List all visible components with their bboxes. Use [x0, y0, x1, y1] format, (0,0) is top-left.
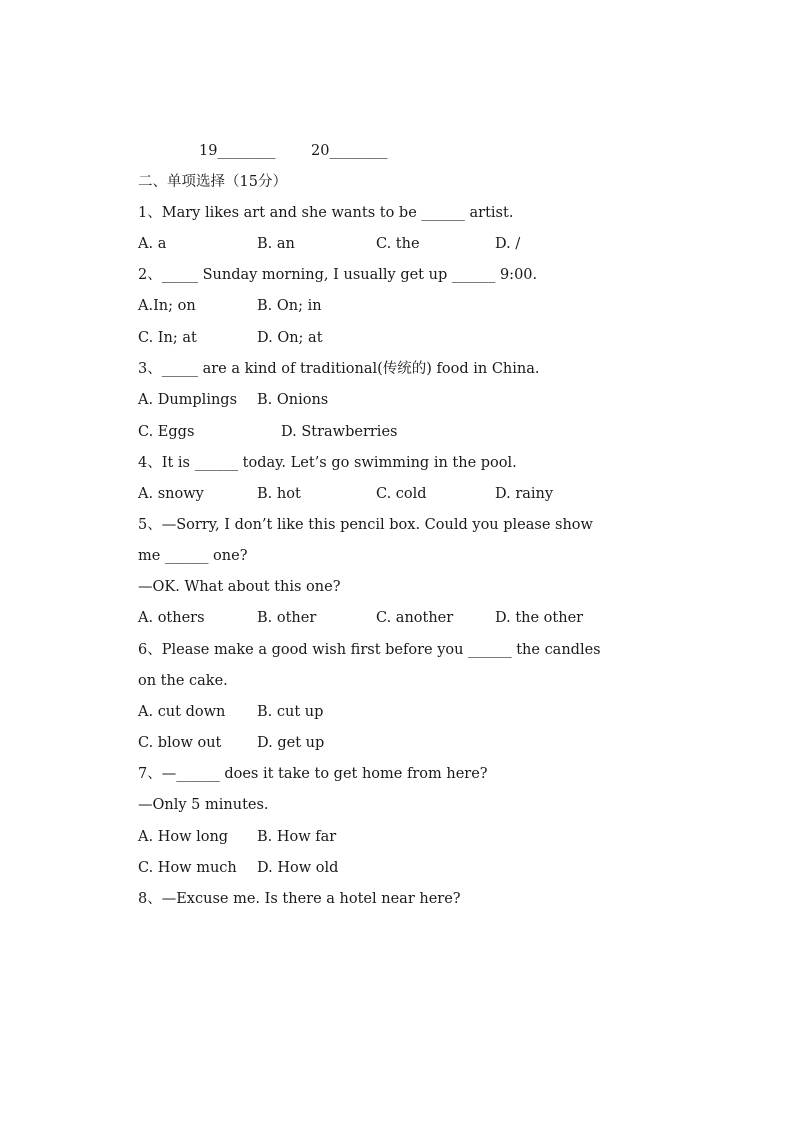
question-5-stem-cont: me ______ one?	[138, 548, 248, 564]
answer-blank-20: 20________	[311, 143, 388, 159]
question-2-stem: 2、_____ Sunday morning, I usually get up ______ 9:00.	[138, 267, 538, 283]
answer-blank-19: 19________	[199, 143, 276, 159]
q7-option-a: A. How long	[138, 829, 229, 845]
q5-option-c: C. another	[376, 610, 454, 626]
question-1-stem: 1、Mary likes art and she wants to be ______ artist.	[138, 205, 514, 221]
question-5-reply: —OK. What about this one?	[138, 579, 341, 595]
question-7-reply: —Only 5 minutes.	[138, 797, 269, 813]
q5-option-a: A. others	[138, 610, 205, 626]
question-3-stem: 3、_____ are a kind of traditional(传统的) food in China.	[138, 361, 540, 377]
q3-option-a: A. Dumplings	[138, 392, 238, 408]
q3-option-c: C. Eggs	[138, 424, 195, 440]
q4-option-d: D. rainy	[495, 486, 554, 502]
q7-option-c: C. How much	[138, 860, 237, 876]
q1-option-c: C. the	[376, 236, 420, 252]
q6-option-d: D. get up	[257, 735, 325, 751]
q2-option-c: C. In; at	[138, 330, 197, 346]
q1-option-a: A. a	[138, 236, 167, 252]
question-6-stem-cont: on the cake.	[138, 673, 228, 689]
q7-option-d: D. How old	[257, 860, 339, 876]
q3-option-d: D. Strawberries	[281, 424, 398, 440]
q2-option-b: B. On; in	[257, 298, 322, 314]
q1-option-b: B. an	[257, 236, 295, 252]
q3-option-b: B. Onions	[257, 392, 329, 408]
q6-option-c: C. blow out	[138, 735, 222, 751]
question-7-stem: 7、—______ does it take to get home from here?	[138, 766, 488, 782]
q2-option-d: D. On; at	[257, 330, 323, 346]
question-5-stem: 5、—Sorry, I don’t like this pencil box. Could you please show	[138, 517, 593, 533]
q4-option-a: A. snowy	[138, 486, 204, 502]
section-heading: 二、单项选择（15分）	[138, 174, 287, 190]
question-8-stem: 8、—Excuse me. Is there a hotel near here?	[138, 891, 461, 907]
q7-option-b: B. How far	[257, 829, 337, 845]
q4-option-b: B. hot	[257, 486, 301, 502]
q5-option-b: B. other	[257, 610, 317, 626]
question-6-stem: 6、Please make a good wish first before you ______ the candles	[138, 642, 601, 658]
q1-option-d: D. /	[495, 236, 521, 252]
q5-option-d: D. the other	[495, 610, 584, 626]
q6-option-b: B. cut up	[257, 704, 324, 720]
q6-option-a: A. cut down	[138, 704, 226, 720]
question-4-stem: 4、It is ______ today. Let’s go swimming in the pool.	[138, 455, 517, 471]
q4-option-c: C. cold	[376, 486, 427, 502]
q2-option-a: A.In; on	[138, 298, 196, 314]
